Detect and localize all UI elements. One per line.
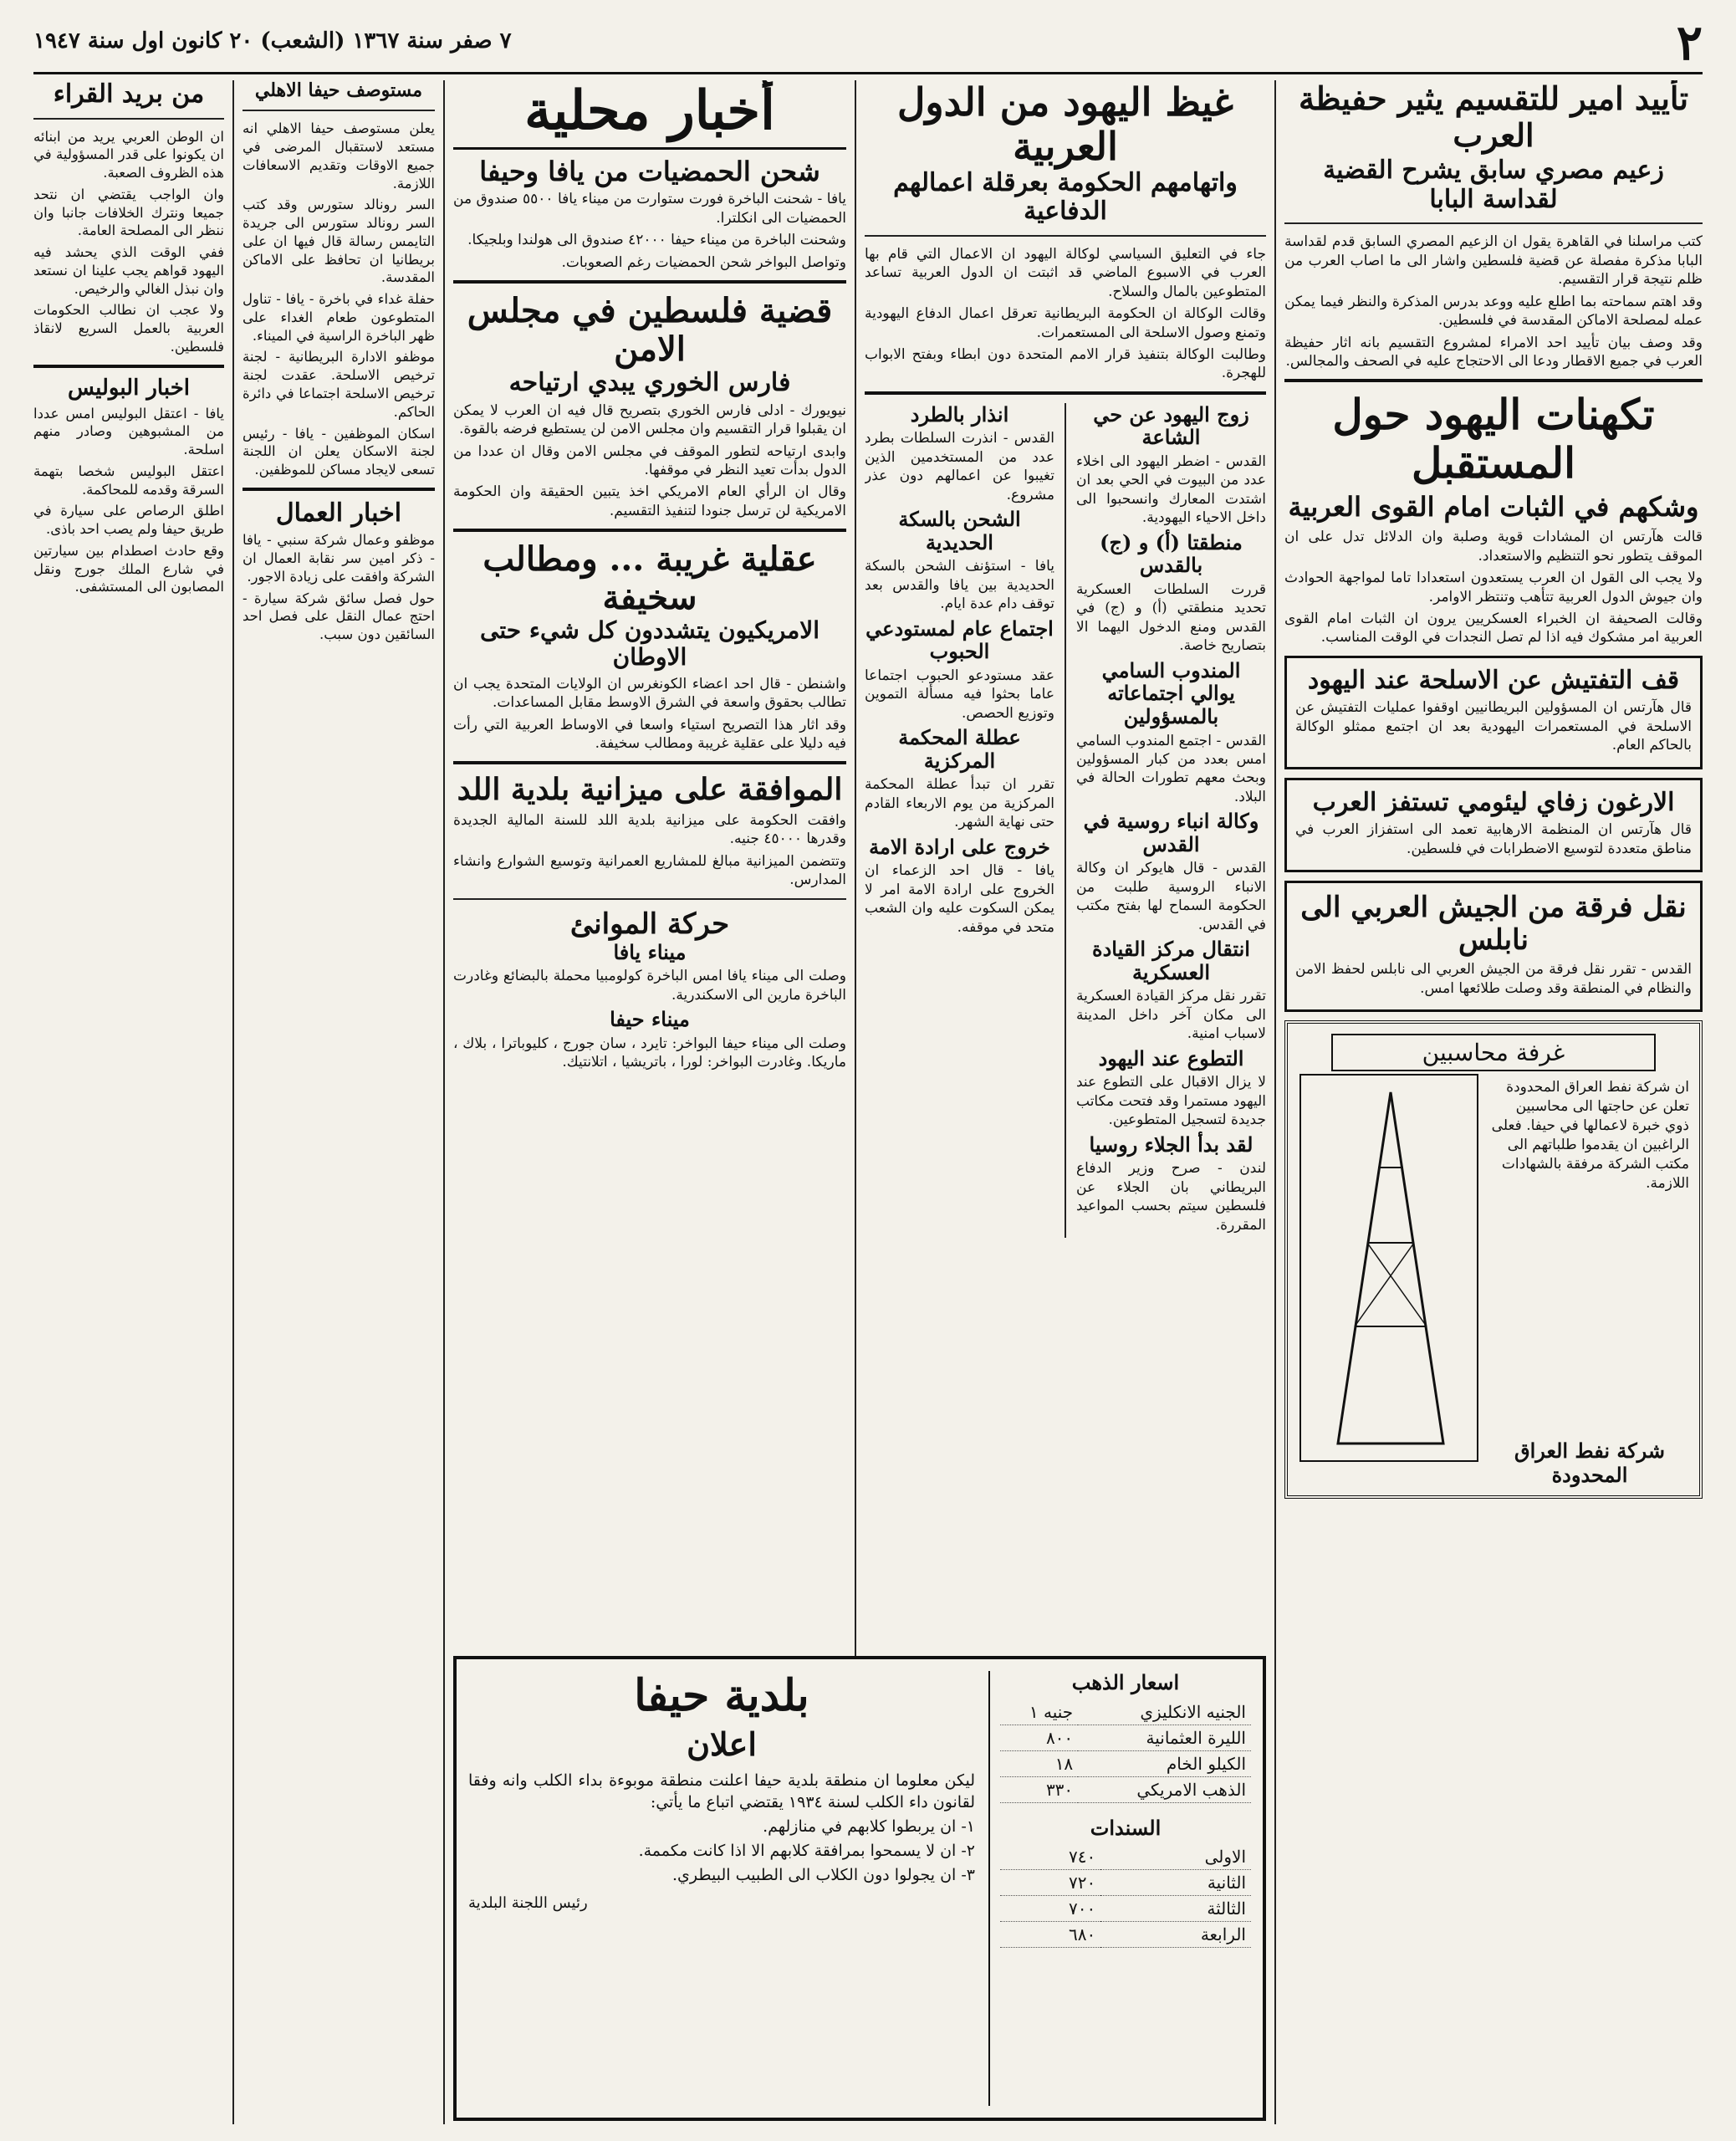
article-paragraph: وقد اهتم سماحته بما اطلع عليه ووعد بدرس المذكرة والنظر فيما يمكن عمله لمصلحة الاماكن المقدسة في فلسطين. [1284,293,1703,330]
news-subcolumn [865,403,1054,1238]
cell-item: الذهب الامريكي [1078,1776,1251,1802]
cell-item: الليرة العثمانية [1078,1725,1251,1750]
article-paragraph: جاء في التعليق السياسي لوكالة اليهود ان الاعمال التي قام بها العرب في الاسبوع الماضي قد اثبتت ان الدول العربية تساعد المتطوعين بالمال والسلاح. [865,245,1266,300]
bonds-title: السندات [1090,1815,1162,1840]
article-paragraph: وقالت الصحيفة ان الخبراء العسكريين يرون ان الثبات امام القوى العربية امر مشكوك فيه اذا لم تصل النجدات في الوقت المناسب. [1284,610,1703,646]
table-row [1000,1725,1251,1750]
headline-jewish-predictions: تكهنات اليهود حول المستقبل [1332,390,1655,488]
column-rule [443,80,445,2124]
article-paragraph: ففي الوقت الذي يحشد فيه اليهود قواهم يجب علينا ان نستعد وان نبذل الغالي والرخيص. [33,244,224,297]
divider [243,110,435,111]
news-title: انذار بالطرد [910,401,1009,427]
news-body: تقرر ان تبدأ عطلة المحكمة المركزية من يوم الاربعاء القادم حتى نهاية الشهر. [865,776,1054,831]
news-body: القدس - اضطر اليهود الى اخلاء عدد من البيوت في الحي بعد ان اشتدت المعارك وانسحبوا الى داخل الاحياء اليهودية. [1076,453,1266,527]
cell-price: ١٨ [1000,1750,1078,1776]
news-title: وكالة انباء روسية في القدس [1083,809,1259,856]
news-box-irgun [1284,778,1703,872]
box-title: نقل فرقة من الجيش العربي الى نابلس [1300,891,1687,958]
article-paragraph: وافقت الحكومة على ميزانية بلدية اللد للسنة المالية الجديدة وقدرها ٤٥٠٠٠ جنيه. [453,811,846,848]
subheadline-government: واتهامهم الحكومة بعرقلة اعمالهم الدفاعية [893,167,1238,227]
news-title: انتقال مركز القيادة العسكرية [1092,937,1250,984]
derrick-icon [1305,1076,1477,1457]
notice-content [468,1671,975,2106]
headline-lydda-budget: الموافقة على ميزانية بلدية اللد [457,772,843,808]
news-title: زوج اليهود عن حي الشاعة [1093,401,1249,450]
notice-subtitle: اعلان [687,1725,757,1763]
article-paragraph: اسكان الموظفين - يافا - رئيس لجنة الاسكان يعلن ان اللجنة تسعى لايجاد مساكن للموظفين. [243,425,435,478]
ad-title: غرفة محاسبين [1331,1034,1656,1071]
news-title: خروج على ارادة الامة [869,834,1050,859]
divider [33,365,224,368]
notice-paragraph: ٢- ان لا يسمحوا بمرافقة كلابهم الا اذا كانت مكممة. [638,1841,975,1860]
cell-item: الاولى [1100,1844,1251,1870]
news-body: لا يزال الاقبال على التطوع عند اليهود مستمرا وقد فتحت مكاتب جديدة لتسجيل المتطوعين. [1076,1074,1266,1129]
article-paragraph: وقع حادث اصطدام بين سيارتين في شارع الملك جورج ونقل المصابون الى المستشفى. [33,542,224,595]
news-body: يافا - قال احد الزعماء ان الخروج على ارادة الامة امر لا يمكن السكوت عليه وان الشعب متحد في موقفه. [865,862,1054,936]
page-number: ٢ [1676,14,1703,71]
article-paragraph: ان الوطن العربي يريد من ابنائه ان يكونوا على قدر المسؤولية في هذه الظروف الصعبة. [33,128,224,181]
article-paragraph: اطلق الرصاص على سيارة في طريق حيفا ولم يصب احد باذى. [33,503,224,538]
table-row [1000,1870,1251,1896]
subheadline-pope: زعيم مصري سابق يشرح القضية لقداسة البابا [1323,156,1664,214]
ad-text: ان شركة نفط العراق المحدودة تعلن عن حاجتها الى محاسبين ذوي خبرة لاعمالها في حيفا. فعلى الراغبين ان يقدموا طلباتهم الى مكتب الشركة مرفقة بالشهادات اللازمة. [1491,1079,1689,1192]
headline-security-council: قضية فلسطين في مجلس الامن [467,291,833,370]
news-subcolumn [1076,403,1266,1238]
cell-price: جنيه ١ [1000,1699,1078,1725]
column-rule [1274,80,1276,2124]
box-title: قف التفتيش عن الاسلحة عند اليهود [1307,665,1680,695]
divider [453,280,846,284]
article-paragraph: وتتضمن الميزانية مبالغ للمشاريع العمرانية وتوسيع الشوارع وانشاء المدارس. [453,852,846,889]
headline-ports: حركة الموانئ [569,907,730,941]
news-title: لقد بدأ الجلاء روسيا [1089,1132,1253,1157]
article-paragraph: قالت هآرتس ان المشادات قوية وصلبة وان الدلائل تدل على ان الموقف يتطور نحو التنظيم والاستعداد. [1284,529,1703,565]
article-paragraph: وان الواجب يقتضي ان نتحد جميعا ونترك الخلافات جانبا وان ننظر الى المصلحة العامة. [33,186,224,239]
divider [453,898,846,900]
article-paragraph: يافا - اعتقل البوليس امس عددا من المشبوهين وصادر منهم اسلحة. [33,405,224,458]
readers-mail-title: من بريد القراء [53,80,205,109]
table-row [1000,1750,1251,1776]
news-body: القدس - اجتمع المندوب السامي امس بعدد من كبار المسؤولين وبحث معهم تطورات الحالة في البلاد. [1076,732,1266,805]
notice-paragraph: ١- ان يربطوا كلابهم في منازلهم. [763,1817,975,1836]
news-body: قررت السلطات العسكرية تحديد منطقتي (أ) و (ج) في القدس ومنع الدخول اليهما الا بتصاريح خاصة. [1076,580,1266,655]
divider [453,761,846,764]
cell-item: الثانية [1100,1870,1251,1896]
table-row [1000,1922,1251,1948]
article-paragraph: يعلن مستوصف حيفا الاهلي انه مستعد لاستقبال المرضى في جميع الاوقات وتقديم الاسعافات اللازمة. [243,120,435,192]
advertisement [1284,1020,1703,1499]
article-paragraph: اعتقل البوليس شخصا بتهمة السرقة وقدمه للمحاكمة. [33,462,224,498]
article-paragraph: وشحنت الباخرة من ميناء حيفا ٤٢٠٠٠ صندوق الى هولندا وبلجيكا. [467,232,846,249]
box-body: القدس - تقرر نقل فرقة من الجيش العربي الى نابلس لحفظ الامن والنظام في المنطقة وقد وصلت طلائعها امس. [1295,961,1692,997]
headline-citrus: شحن الحمضيات من يافا وحيفا [479,155,820,187]
notice-paragraph: ٣- ان يجولوا دون الكلاب الى الطبيب البيطري. [672,1865,975,1884]
cell-price: ٣٣٠ [1000,1776,1078,1802]
gold-prices [988,1671,1251,2106]
police-news-title: اخبار البوليس [67,375,190,401]
port-name: ميناء يافا [613,939,687,964]
divider [865,391,1266,395]
article-paragraph: حفلة غداء في باخرة - يافا - تناول المتطوعون طعام الغداء على ظهر الباخرة الراسية في الميناء. [243,291,435,344]
article-paragraph: نيويورك - ادلى فارس الخوري بتصريح قال فيه ان العرب لا يمكن ان يقبلوا قرار التقسيم وان مجلس الامن لن يستطيع فرضه بالقوة. [453,401,846,438]
divider [1284,379,1703,382]
subheadline-arab-forces: وشكهم في الثبات امام القوى العربية [1288,491,1699,524]
two-column-news [865,403,1266,1238]
news-title: التطوع عند اليهود [1098,1045,1244,1070]
subheadline-faris-khoury: فارس الخوري يبدي ارتياحه [508,368,791,398]
news-body: عقد مستودعو الحبوب اجتماعا عاما بحثوا فيه مسألة التموين وتوزيع الحصص. [865,667,1054,722]
divider [1284,222,1703,224]
news-box-arab-army [1284,881,1703,1012]
box-body: قال هآرتس ان المسؤولين البريطانيين اوقفوا عمليات التفتيش عن الاسلحة في المستعمرات اليهودية بعد ان اجتمع ممثلو الوكالة بالحاكم العام. [1295,699,1692,754]
news-title: الشحن بالسكة الحديدية [898,507,1021,554]
table-row [1000,1896,1251,1922]
article-paragraph: يافا - شحنت الباخرة فورت ستوارت من ميناء يافا ٥٥٠٠ صندوق من الحمضيات الى انكلترا. [453,191,846,227]
port-news: وصلت الى ميناء حيفا البواخر: تايرد ، سان جورج ، كليوباترا ، بلاك ، ماريكا. وغادرت البواخر: لورا ، باتريشيا ، اتلانتيك. [453,1035,846,1071]
section-title: أخبار محلية [453,80,846,150]
cell-price: ٦٨٠ [1000,1922,1100,1948]
divider [33,118,224,120]
news-body: القدس - قال هايوكر ان وكالة الانباء الروسية طلبت من الحكومة السماح لها بفتح مكتب في القدس. [1076,860,1266,933]
port-news: وصلت الى ميناء يافا امس الباخرة كولومبيا محملة بالبضائع وغادرت الباخرة مارين الى الاسكندرية. [453,968,846,1004]
headline-partition-support: تأييد امير للتقسيم يثير حفيظة العرب [1298,80,1689,154]
cell-item: الرابعة [1100,1922,1251,1948]
column-rule [232,80,234,2124]
article-paragraph: السر رونالد ستورس وقد كتب السر رونالد ستورس الى جريدة التايمس رسالة قال فيها ان على بريطانيا ان تحافظ على الاماكن المقدسة. [243,197,435,286]
cell-item: الثالثة [1100,1896,1251,1922]
article-paragraph: وقالت الوكالة ان الحكومة البريطانية تعرقل اعمال الدفاع اليهودية وتمنع وصول الاسلحة الى المستعمرات. [865,305,1266,341]
article-paragraph: موظفو وعمال شركة سنبي - يافا - ذكر امين سر نقابة العمال ان الشركة وافقت على زيادة الاجور. [243,532,435,585]
article-paragraph: ولا عجب ان نطالب الحكومات العربية بالعمل السريع لانقاذ فلسطين. [33,302,224,355]
news-title: عطلة المحكمة المركزية [898,725,1021,773]
news-title: المندوب السامي يوالي اجتماعاته بالمسؤولين [1101,657,1241,728]
gold-title: اسعار الذهب [1071,1670,1180,1694]
left-inner-column [243,80,435,2124]
notice-paragraph: ليكن معلوما ان منطقة بلدية حيفا اعلنت منطقة موبوءة بداء الكلب وانه وفقا لقانون داء الكلب لسنة ١٩٣٤ يقتضي اتباع ما يأتي: [468,1771,975,1811]
article-paragraph: ولا يجب الى القول ان العرب يستعدون استعدادا تاما لمواجهة الحوادث وان جيوش الدول العربية تتأهب وتنتظر الاوامر. [1284,570,1703,606]
article-paragraph: وقد وصف بيان تأييد احد الامراء لمشروع التقسيم بانه اثار حفيظة العرب في جميع الاقطار ودعا الى الاحتجاج عليه في الصحف والمجالس. [1284,334,1703,370]
news-body: يافا - استؤنف الشحن بالسكة الحديدية بين يافا والقدس بعد توقف دام عدة ايام. [865,558,1054,613]
news-body: لندن - صرح وزير الدفاع البريطاني بان الجلاء عن فلسطين سيتم بحسب المواعيد المقررة. [1076,1160,1266,1234]
news-title: اجتماع عام لمستودعي الحبوب [865,616,1054,664]
subheadline-americans: الامريكيون يتشددون كل شيء حتى الاوطان [480,616,819,672]
table-row [1000,1844,1251,1870]
divider [453,529,846,532]
news-body: تقرر نقل مركز القيادة العسكرية الى مكان آخر داخل المدينة لاسباب امنية. [1076,988,1266,1043]
article-paragraph: وطالبت الوكالة بتنفيذ قرار الامم المتحدة دون ابطاء وبفتح الابواب للهجرة. [865,345,1266,382]
headline-strange-mentality: عقلية غريبة ... ومطالب سخيفة [483,539,817,618]
port-name: ميناء حيفا [610,1007,690,1032]
cell-price: ٨٠٠ [1000,1725,1078,1750]
ad-footer: شركة نفط العراق المحدودة [1514,1438,1666,1488]
clinic-title: مستوصف حيفا الاهلي [254,80,423,101]
divider [243,488,435,491]
workers-news-title: اخبار العمال [275,498,402,528]
article-paragraph: كتب مراسلنا في القاهرة يقول ان الزعيم المصري السابق قدم لقداسة البابا مذكرة مفصلة عن قضية فلسطين واشار الى ما اصاب العرب من ظلم نتيجة قرار التقسيم. [1284,233,1703,289]
article-paragraph: موظفو الادارة البريطانية - لجنة ترخيص الاسلحة. عقدت لجنة ترخيص الاسلحة اجتماعا في دائرة الحاكم. [243,349,435,420]
subcolumn-rule [1065,403,1066,1238]
date-line: ٧ صفر سنة ١٣٦٧ (الشعب) ٢٠ كانون اول سنة ١٩٤٧ [33,28,512,54]
news-title: منطقتا (أ) و (ج) بالقدس [1100,529,1243,578]
article-paragraph: وقد اثار هذا التصريح استياء واسعا في الاوساط العربية التي رأت فيه دليلا على عقلية غريبة ومطالب سخيفة. [453,716,846,752]
right-column [1284,80,1703,2124]
notice-title: بلدية حيفا [634,1670,809,1721]
masthead [33,14,1703,74]
table-row [1000,1776,1251,1802]
article-paragraph: وابدى ارتياحه لتطور الموقف في مجلس الامن وقال ان عددا من الدول بدأت تعيد النظر في موقفها. [453,442,846,478]
article-paragraph: وتواصل البواخر شحن الحمضيات رغم الصعوبات. [561,253,846,271]
notice-area [453,1656,1266,2124]
news-body: القدس - انذرت السلطات بطرد عدد من المستخدمين الذين تغيبوا عن اعمالهم دون عذر مشروع. [865,430,1054,503]
haifa-notice [453,1656,1266,2121]
headline-jewish-anger: غيظ اليهود من الدول العربية [896,80,1233,169]
gold-table [1000,1699,1251,1803]
divider [865,235,1266,237]
cell-price: ٧٤٠ [1000,1844,1100,1870]
cell-item: الكيلو الخام [1078,1750,1251,1776]
oil-derrick-illustration [1299,1074,1478,1462]
bonds-table [1000,1844,1251,1948]
cell-price: ٧٠٠ [1000,1896,1100,1922]
table-row [1000,1699,1251,1725]
news-box-arms-search [1284,656,1703,769]
article-paragraph: حول فصل سائق شركة سيارة - احتج عمال النقل على فصل احد السائقين دون سبب. [243,590,435,643]
article-paragraph: واشنطن - قال احد اعضاء الكونغرس ان الولايات المتحدة يجب ان تطالب بحقوق واسعة في الشرق الاوسط مقابل المساعدات. [453,675,846,712]
article-paragraph: وقال ان الرأي العام الامريكي اخذ يتبين الحقيقة وان الحكومة الامريكية لن ترسل جنودا لتنفيذ التقسيم. [453,483,846,519]
cell-item: الجنيه الانكليزي [1078,1699,1251,1725]
notice-signature: رئيس اللجنة البلدية [468,1893,588,1912]
cell-price: ٧٢٠ [1000,1870,1100,1896]
box-body: قال هآرتس ان المنظمة الارهابية تعمد الى استفزاز العرب في مناطق متعددة لتوسيع الاضطرابات في فلسطين. [1295,821,1692,857]
left-outer-column [33,80,224,2124]
box-title: الارغون زفاي ليئومي تستفز العرب [1312,787,1675,817]
